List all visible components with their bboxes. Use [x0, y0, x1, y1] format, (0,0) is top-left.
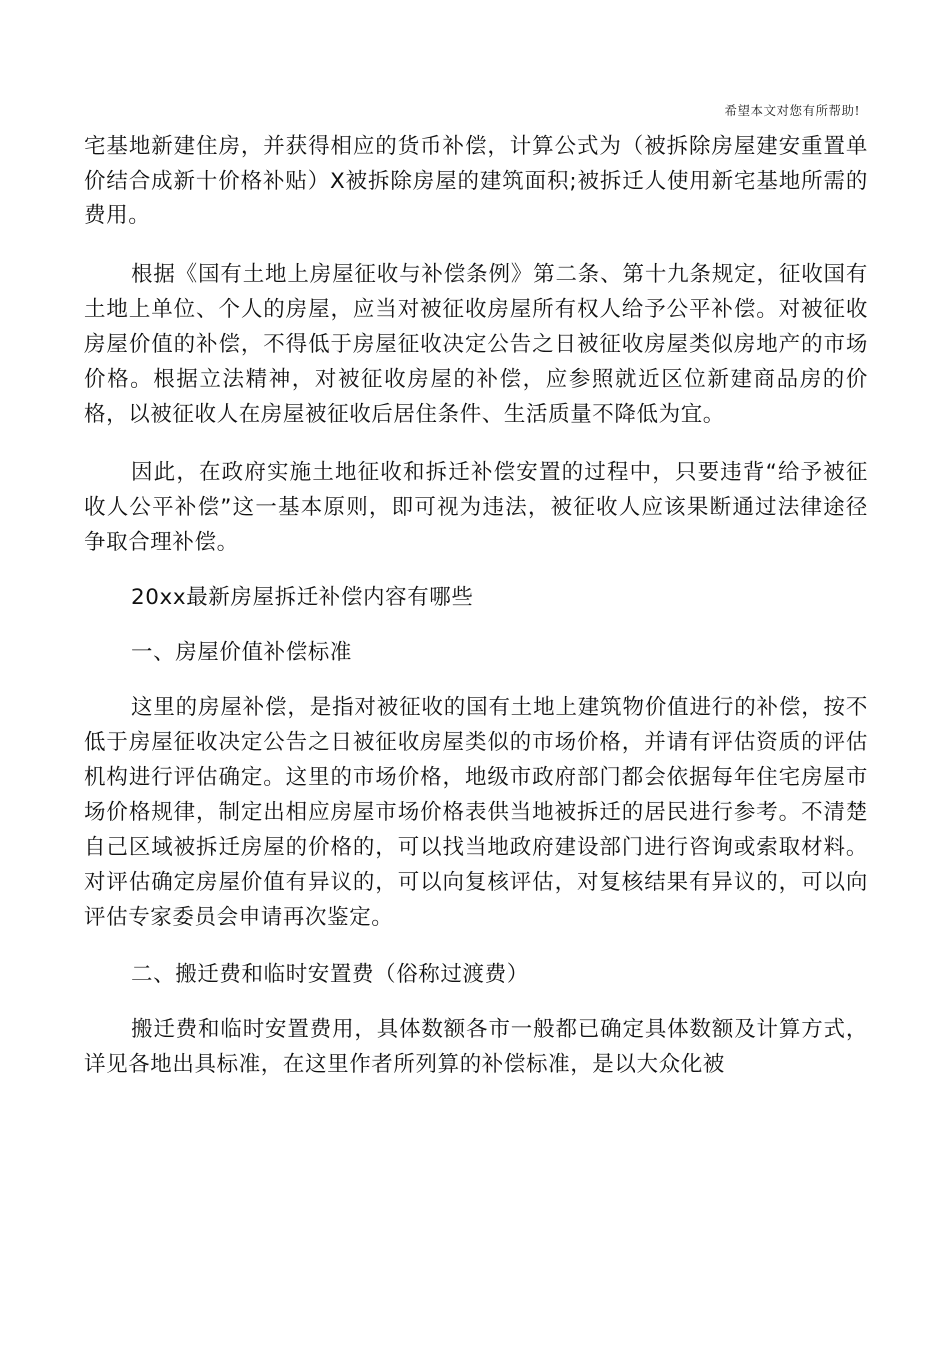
article-subtitle: 20xx最新房屋拆迁补偿内容有哪些 [131, 584, 474, 610]
section-body: 搬迁费和临时安置费用，具体数额各市一般都已确定具体数额及计算方式，详见各地出具标准，在这里作者所列算的补偿标准，是以大众化被 [84, 1016, 868, 1077]
section-body: 这里的房屋补偿，是指对被征收的国有土地上建筑物价值进行的补偿，按不低于房屋征收决定公告之日被征收房屋类似的市场价格，并请有评估资质的评估机构进行评估确定。这里的市场价格，地级市政府部门都会依据每年住宅房屋市场价格规律，制定出相应房屋市场价格表供当地被拆迁的居民进行参考。不清楚自己区域被拆迁房屋的价格的，可以找当地政府建设部门进行咨询或索取材料。对评估确定房屋价值有异议的，可以向复核评估，对复核结果有异议的，可以向评估专家委员会申请再次鉴定。 [84, 694, 868, 930]
section-heading: 二、搬迁费和临时安置费（俗称过渡费） [131, 961, 529, 987]
legal-basis-paragraph: 根据《国有土地上房屋征收与补偿条例》第二条、第十九条规定，征收国有土地上单位、个人的房屋，应当对被征收房屋所有权人给予公平补偿。对被征收房屋价值的补偿，不得低于房屋征收决定公告之日被征收房屋类似房地产的市场价格。根据立法精神，对被征收房屋的补偿，应参照就近区位新建商品房的价格，以被征收人在房屋被征收后居住条件、生活质量不降低为宜。 [84, 261, 868, 427]
document-body [84, 130, 868, 1082]
header-note: 希望本文对您有所帮助! [724, 103, 860, 118]
continuation-paragraph: 宅基地新建住房，并获得相应的货币补偿，计算公式为（被拆除房屋建安重置单价结合成新十价格补贴）X被拆除房屋的建筑面积;被拆迁人使用新宅基地所需的费用。 [84, 134, 868, 228]
conclusion-paragraph: 因此，在政府实施土地征收和拆迁补偿安置的过程中，只要违背“给予被征收人公平补偿”这一基本原则，即可视为违法，被征收人应该果断通过法律途径争取合理补偿。 [84, 459, 868, 555]
section-heading: 一、房屋价值补偿标准 [131, 639, 353, 665]
